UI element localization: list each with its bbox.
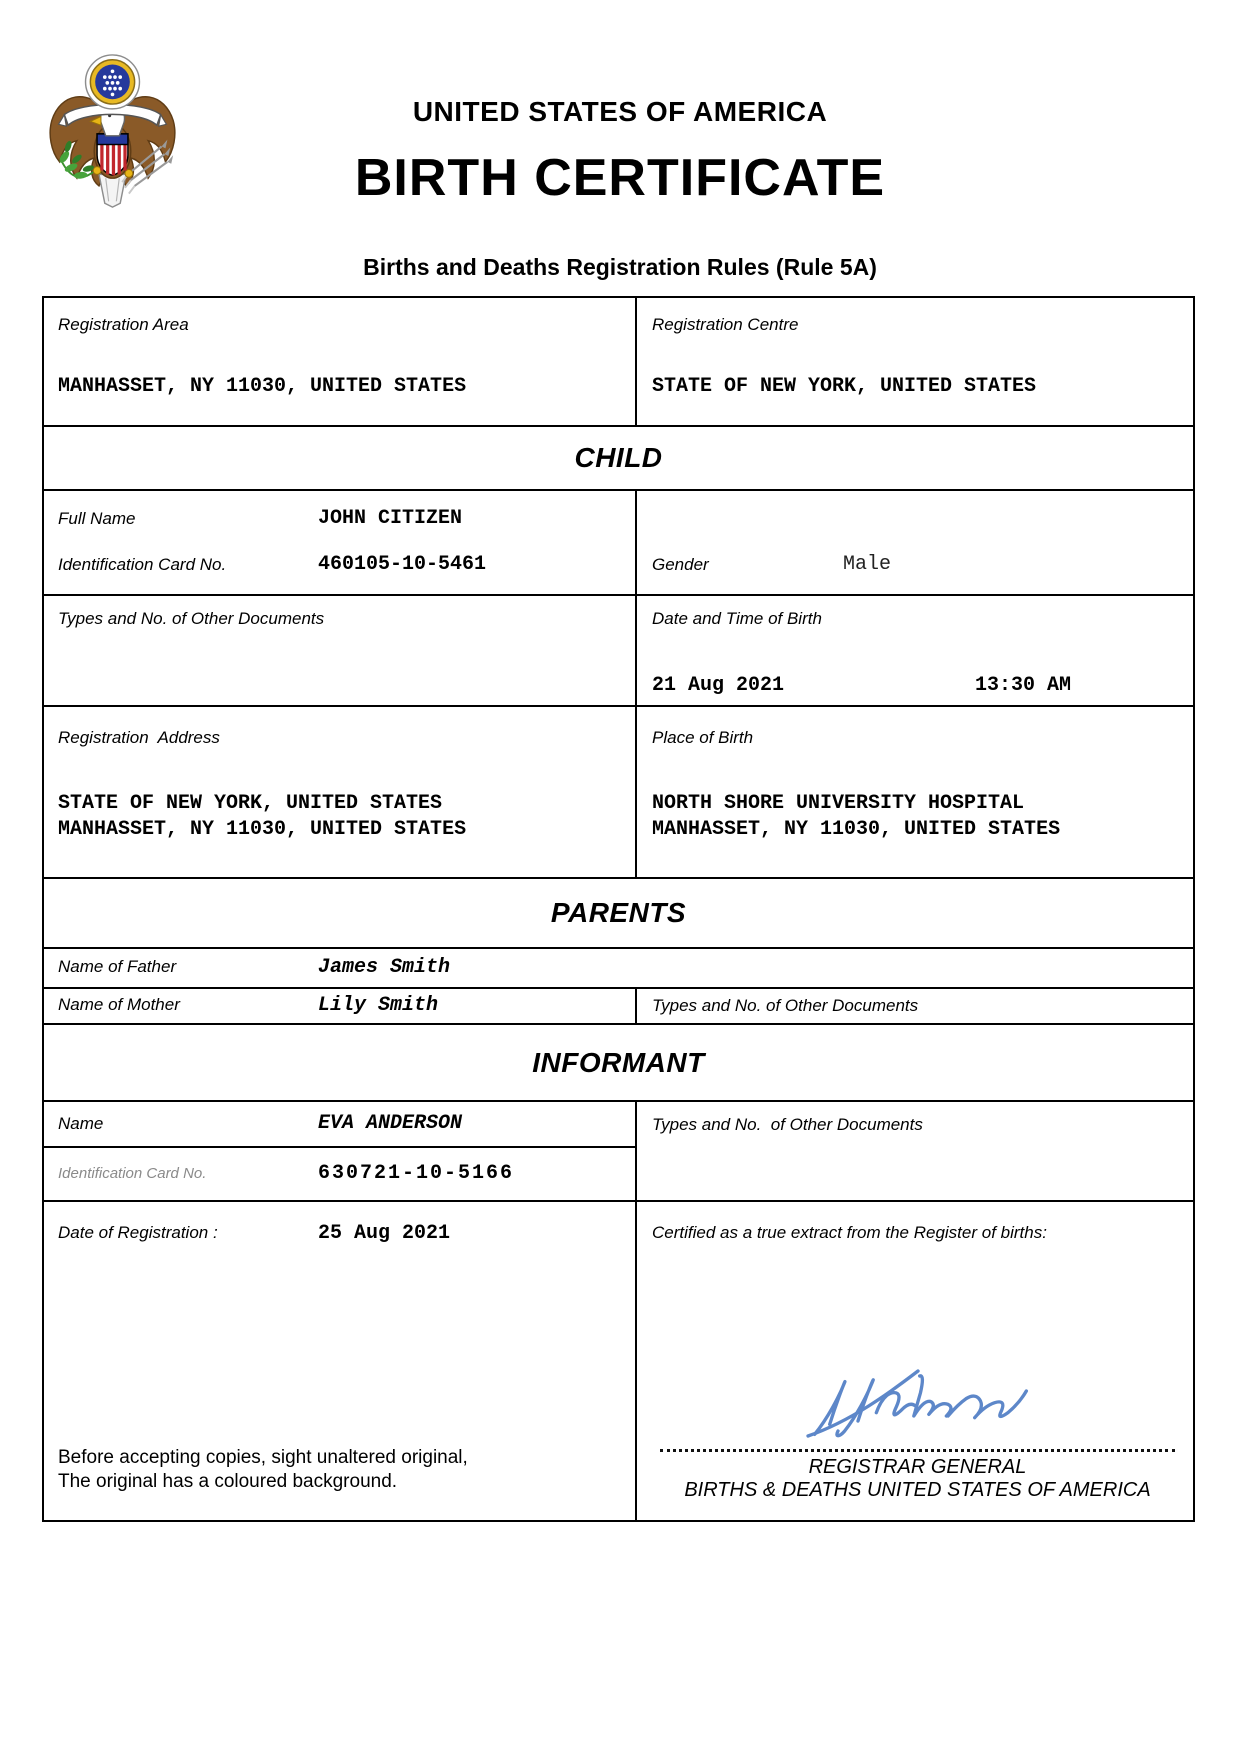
parents-section-title: PARENTS bbox=[550, 897, 687, 928]
date-of-registration-value: 25 Aug 2021 bbox=[318, 1222, 451, 1245]
registration-centre-value: STATE OF NEW YORK, UNITED STATES bbox=[652, 375, 1037, 398]
birth-time-value: 13:30 AM bbox=[975, 674, 1072, 697]
address-row bbox=[44, 707, 1193, 879]
child-id-card-value: 460105-10-5461 bbox=[318, 553, 487, 576]
registration-area-value: MANHASSET, NY 11030, UNITED STATES bbox=[58, 375, 467, 398]
copy-notice-line2: The original has a coloured background. bbox=[58, 1471, 398, 1492]
gender-value: Male bbox=[843, 553, 892, 576]
birth-date-value: 21 Aug 2021 bbox=[652, 674, 785, 697]
full-name-label: Full Name bbox=[58, 509, 136, 528]
gender-label: Gender bbox=[652, 555, 709, 574]
registrar-title-block bbox=[652, 1452, 1183, 1520]
father-value: James Smith bbox=[318, 956, 451, 979]
father-row bbox=[44, 949, 1193, 989]
father-label: Name of Father bbox=[58, 957, 177, 976]
informant-id-card-label: Identification Card No. bbox=[58, 1165, 207, 1183]
registration-row bbox=[44, 298, 1193, 427]
mother-row bbox=[44, 989, 1193, 1025]
child-section-title: CHILD bbox=[574, 442, 663, 473]
copy-notice-line1: Before accepting copies, sight unaltered original, bbox=[58, 1447, 468, 1468]
certification-row bbox=[44, 1202, 1193, 1520]
child-section-header bbox=[44, 427, 1193, 491]
child-identity-row bbox=[44, 491, 1193, 596]
informant-section-title: INFORMANT bbox=[532, 1046, 705, 1078]
country-title: UNITED STATES OF AMERICA bbox=[412, 96, 828, 127]
mother-value: Lily Smith bbox=[318, 994, 439, 1017]
mother-label: Name of Mother bbox=[58, 995, 180, 1014]
informant-name-line bbox=[44, 1102, 635, 1148]
certified-extract-label: Certified as a true extract from the Register of births: bbox=[652, 1223, 1047, 1242]
registration-address-line1: STATE OF NEW YORK, UNITED STATES bbox=[58, 792, 443, 815]
certificate-table bbox=[42, 296, 1195, 1522]
registration-centre-label: Registration Centre bbox=[652, 315, 799, 334]
place-of-birth-line1: NORTH SHORE UNIVERSITY HOSPITAL bbox=[652, 792, 1025, 815]
document-title: BIRTH CERTIFICATE bbox=[354, 149, 886, 207]
copy-notice bbox=[58, 1446, 627, 1520]
informant-identity-row bbox=[44, 1102, 1193, 1202]
informant-id-line bbox=[44, 1148, 635, 1200]
informant-other-docs-label: Types and No. of Other Documents bbox=[652, 1115, 923, 1134]
registration-address-label: Registration Address bbox=[58, 728, 220, 747]
informant-id-card-value: 630721-10-5166 bbox=[318, 1162, 515, 1186]
child-other-docs-label: Types and No. of Other Documents bbox=[58, 609, 325, 628]
informant-section-header bbox=[44, 1025, 1193, 1102]
registrar-office-line: BIRTHS & DEATHS UNITED STATES OF AMERICA bbox=[684, 1479, 1151, 1501]
parents-section-header bbox=[44, 879, 1193, 949]
birth-datetime-label: Date and Time of Birth bbox=[652, 609, 822, 628]
registration-area-label: Registration Area bbox=[58, 315, 189, 334]
child-id-card-label: Identification Card No. bbox=[58, 555, 227, 574]
document-header bbox=[0, 0, 1240, 281]
registrar-signature bbox=[652, 1359, 1183, 1449]
registrar-general-line: REGISTRAR GENERAL bbox=[808, 1456, 1027, 1478]
child-docs-birth-row bbox=[44, 596, 1193, 707]
informant-name-value: EVA ANDERSON bbox=[318, 1112, 463, 1136]
full-name-value: JOHN CITIZEN bbox=[318, 507, 463, 530]
place-of-birth-line2: MANHASSET, NY 11030, UNITED STATES bbox=[652, 818, 1061, 841]
registration-address-line2: MANHASSET, NY 11030, UNITED STATES bbox=[58, 818, 467, 841]
informant-name-label: Name bbox=[58, 1114, 104, 1134]
date-of-registration-label: Date of Registration : bbox=[58, 1223, 218, 1242]
document-subtitle: Births and Deaths Registration Rules (Rule 5A) bbox=[363, 254, 877, 280]
parents-other-docs-label: Types and No. of Other Documents bbox=[652, 996, 919, 1015]
place-of-birth-label: Place of Birth bbox=[652, 728, 754, 747]
